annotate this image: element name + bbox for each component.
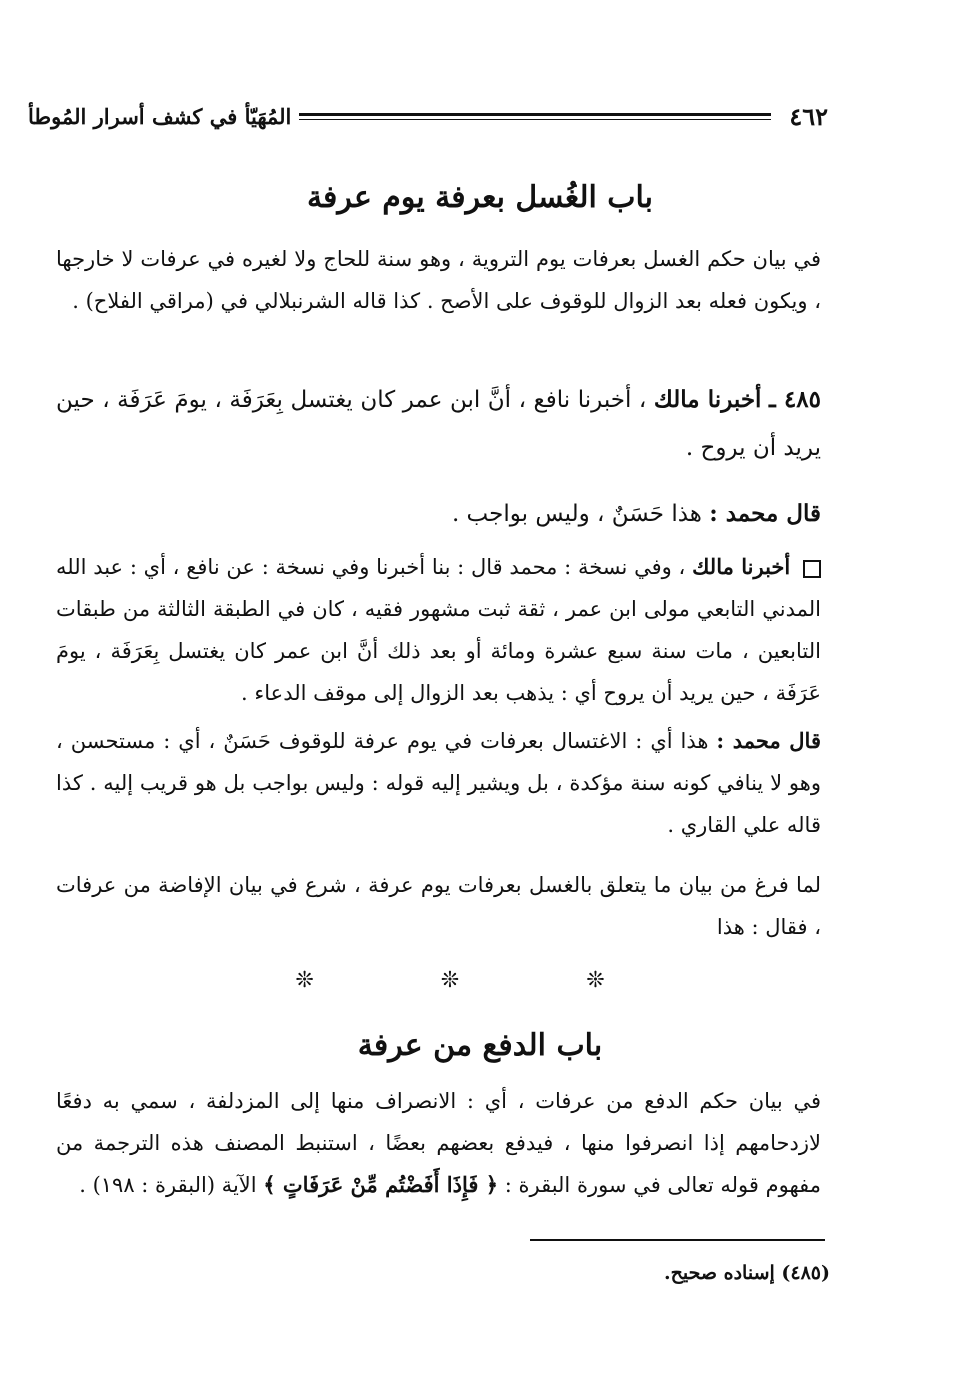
page-number: ٤٦٢ — [789, 101, 828, 131]
page-header — [28, 96, 828, 136]
muhammad-lead: قال محمد : — [709, 500, 821, 527]
book-title: المُهَيّأ في كشف أسرار المُوطأ — [28, 103, 292, 129]
hadith-number: ٤٨٥ ـ — [768, 386, 821, 413]
intro-text: في بيان حكم الغسل بعرفات يوم التروية ، وهو سنة للحاج ولا لغيره في عرفات لا خارجها ، ويكون فعله بعد الزوال للوقوف على الأصح . كذا قاله الشرنبلالي في (مراقي الفلاح) . — [56, 247, 821, 313]
header-rule — [299, 113, 771, 120]
commentary-2 — [56, 720, 821, 846]
chapter-intro — [56, 238, 821, 322]
section-separator: ❊ ❊ ❊ — [295, 968, 665, 993]
commentary-2-lead: قال محمد : — [716, 728, 821, 753]
footnote-rule — [530, 1239, 825, 1241]
hadith-lead: أخبرنا مالك — [653, 386, 762, 413]
hadith-text: ، أخبرنا نافع ، أنَّ ابن عمر كان يغتسل بِعَرَفَة ، يومَ عَرَفَة ، حين يريد أن يروح . — [56, 387, 821, 461]
hadith — [56, 376, 821, 472]
chapter-2-intro-text: في بيان حكم الدفع من عرفات ، أي : الانصراف منها إلى المزدلفة ، سمي به دفعًا لازدحامهم إذا انصرفوا منها ، فيدفع بعضهم بعضًا ، استنبط المصنف هذه الترجمة من مفهوم قوله تعالى في سورة البقرة : — [56, 1089, 821, 1197]
chapter-title-2: باب الدفع من عرفة — [357, 1028, 603, 1063]
chapter-title: باب الغُسل بعرفة يوم عرفة — [306, 180, 654, 215]
muhammad-statement — [56, 490, 821, 538]
commentary-2-text: هذا أي : الاغتسال بعرفات في يوم عرفة للوقوف حَسَنٌ ، أي : مستحسن ، وهو لا ينافي كونه سنة مؤكدة ، بل ويشير إليه قوله : وليس بواجب بل هو قريب إليه . كذا قاله علي القاري . — [56, 729, 821, 837]
commentary-1 — [56, 546, 821, 714]
verse-reference: الآية (البقرة : ١٩٨) . — [79, 1173, 257, 1197]
commentary-1-text: ، وفي نسخة : محمد قال : بنا أخبرنا وفي نسخة : عن نافع ، أي : عبد الله المدني التابعي مولى ابن عمر ، ثقة ثبت مشهور فقيه ، كان في الطبقة الثالثة من طبقات التابعين ، مات سنة سبع عشرة ومائة أو بعد ذلك أنَّ ابن عمر كان يغتسل بِعَرَفَة ، يومَ عَرَفَة ، حين يريد أن يروح أي : يذهب بعد الزوال إلى موقف الدعاء . — [56, 555, 821, 705]
box-marker-icon — [803, 560, 821, 578]
footnote: (٤٨٥) إسناده صحيح. — [664, 1262, 830, 1284]
muhammad-text: هذا حَسَنٌ ، وليس بواجب . — [451, 501, 702, 527]
transition-text: لما فرغ من بيان ما يتعلق بالغسل بعرفات يوم عرفة ، شرع في بيان الإفاضة من عرفات ، فقال : هذا — [56, 873, 821, 939]
commentary-1-lead: أخبرنا مالك — [692, 554, 791, 579]
transition-paragraph — [56, 864, 821, 948]
quran-verse: ﴿ فَإِذَا أَفَضْتُم مِّنْ عَرَفَاتٍ ﴾ — [263, 1172, 499, 1197]
chapter-2-intro — [56, 1080, 821, 1206]
